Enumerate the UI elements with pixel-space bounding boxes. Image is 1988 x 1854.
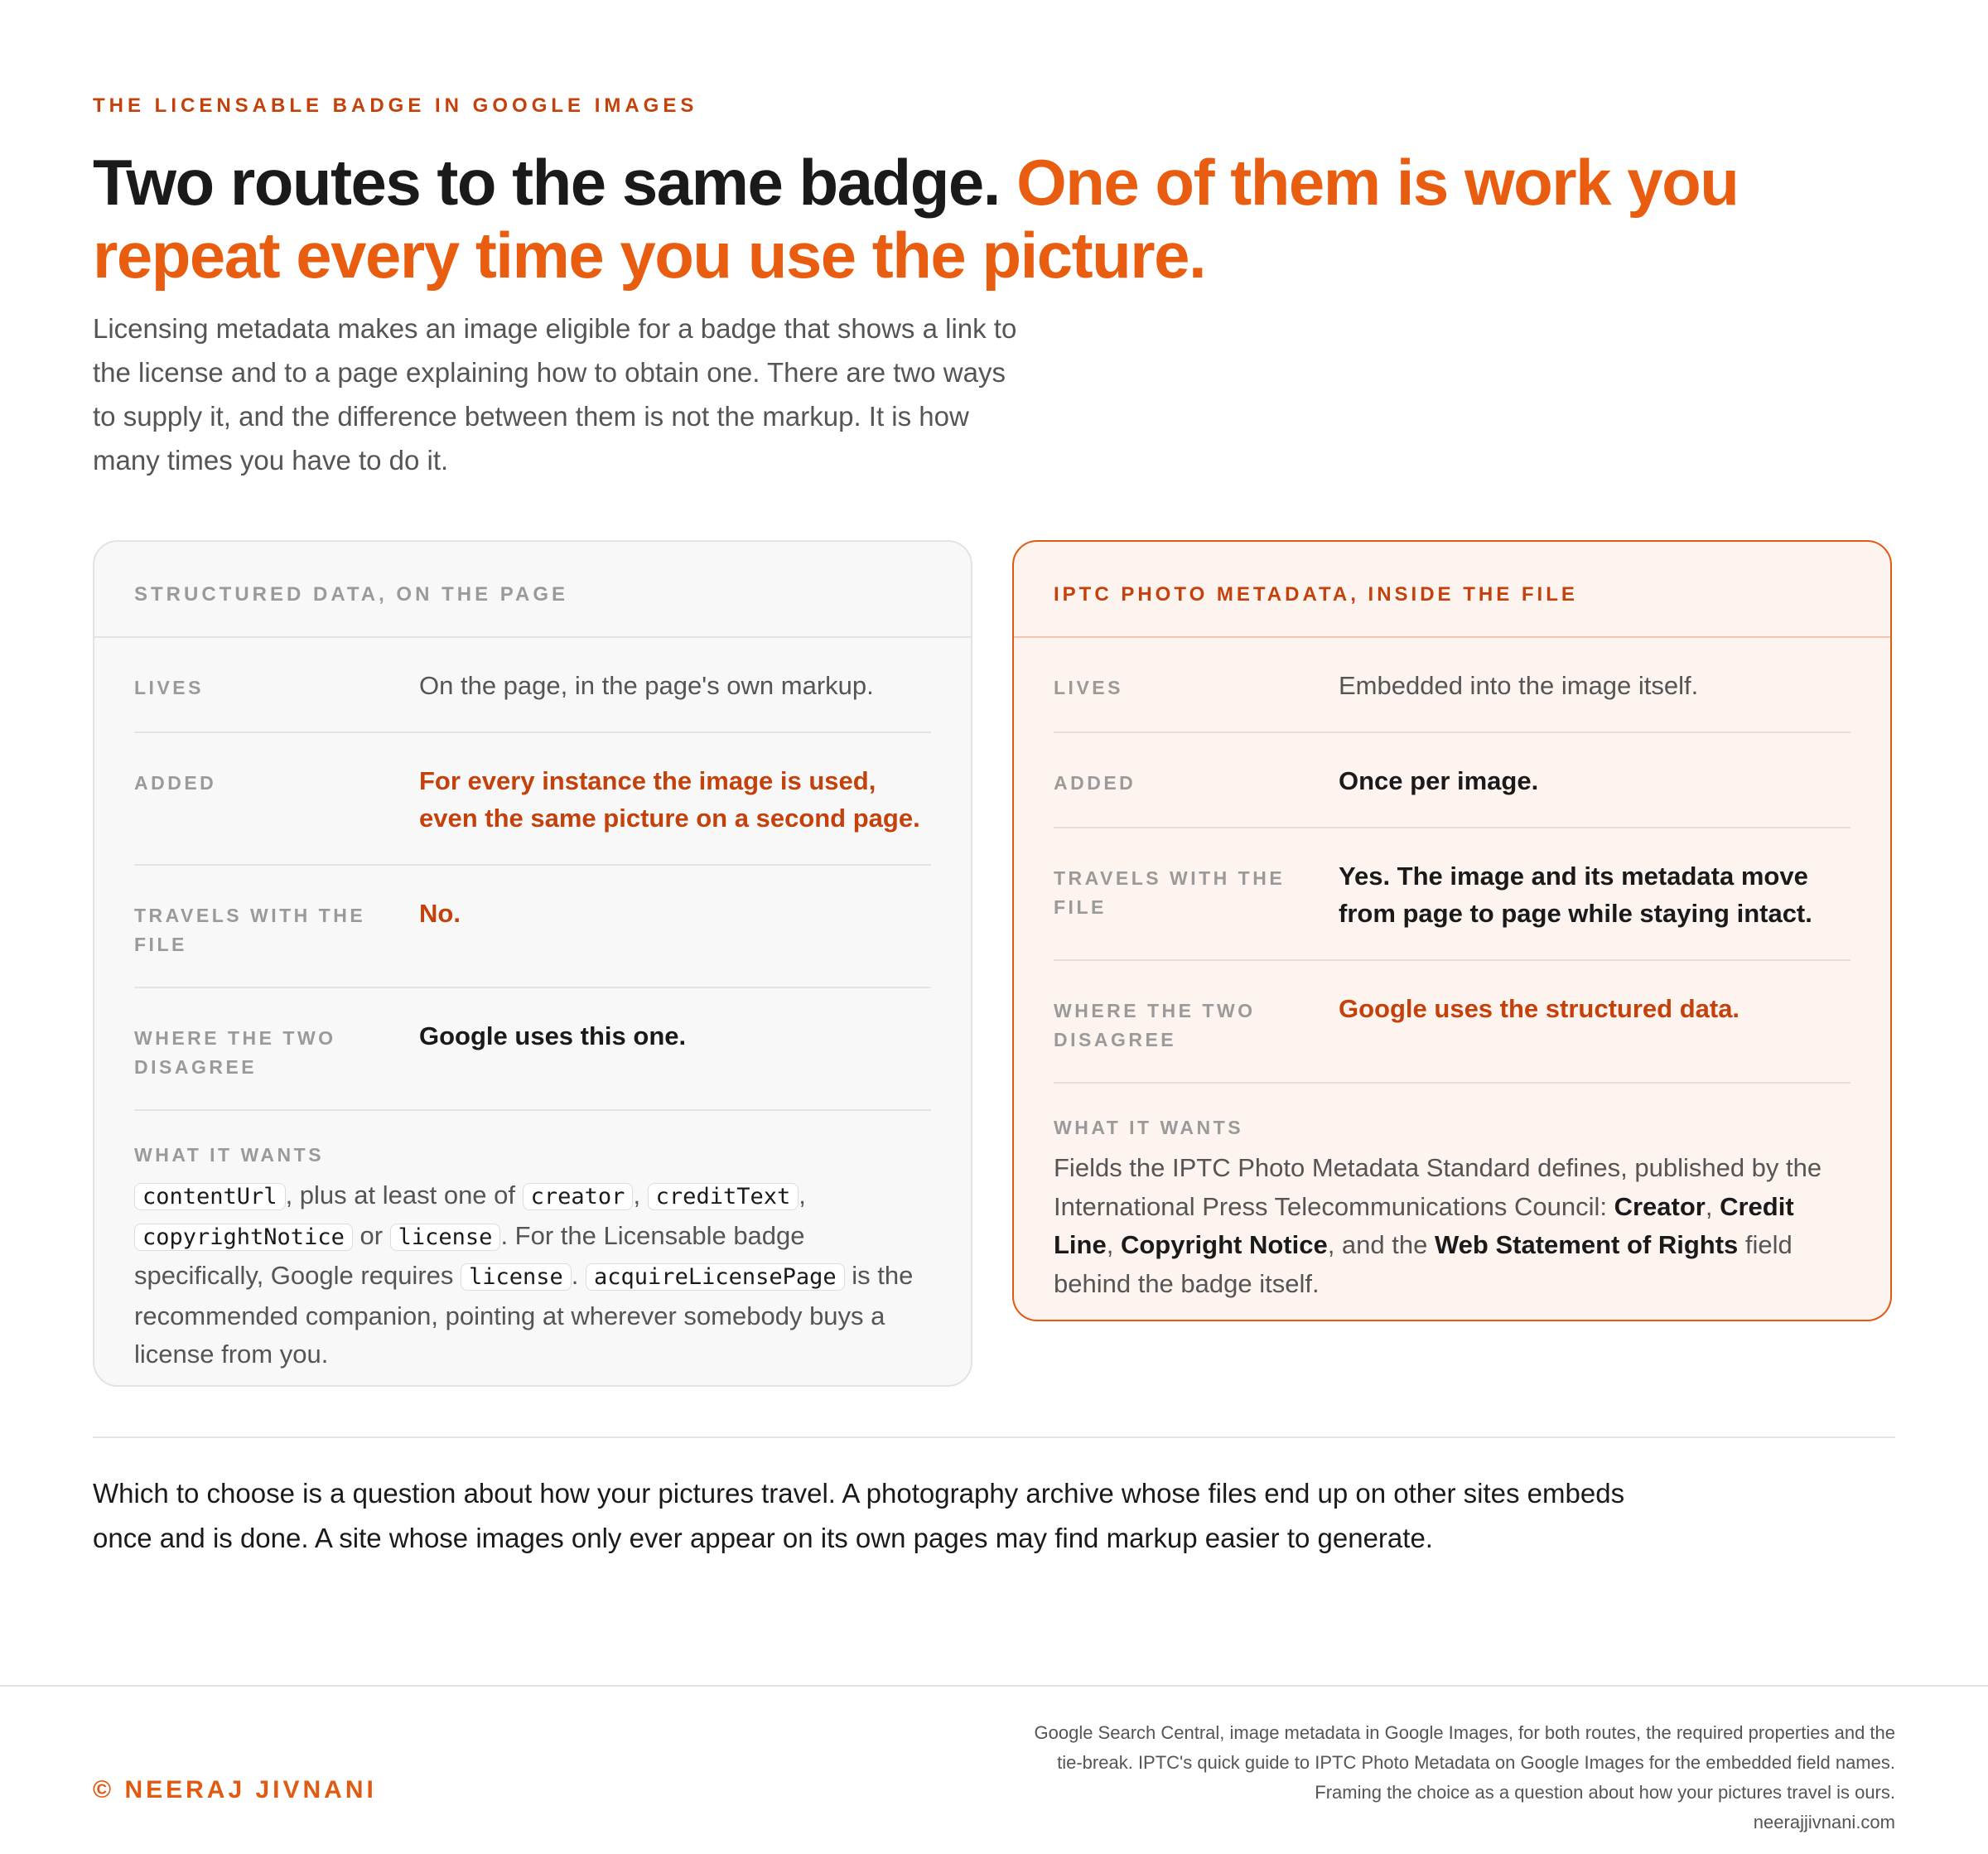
wants-text: Fields the IPTC Photo Metadata Standard defines, published by the International Press Telecommunications Council:: [1054, 1153, 1822, 1221]
row-label: ADDED: [134, 772, 217, 794]
structured-row-travels: [134, 866, 931, 988]
row-label: WHERE THE TWO DISAGREE: [1054, 1000, 1256, 1050]
structured-wants: [134, 1111, 931, 1374]
sources-note: [1034, 1718, 1895, 1837]
code-license: license: [390, 1224, 501, 1251]
field-credit-line: Credit Line: [1054, 1191, 1794, 1259]
structured-row-lives: [134, 638, 931, 733]
iptc-row-added: [1054, 733, 1850, 828]
sources-text: Google Search Central, image metadata in Google Images, for both routes, the required properties and the tie-break. IPTC's quick guide to IPTC Photo Metadata on Google Images for the embedded field names. Framing the choice as a question about how your pictures travel is ours.: [1034, 1722, 1895, 1803]
row-value: Google uses the structured data.: [1339, 994, 1740, 1023]
structured-row-added: [134, 733, 931, 866]
row-value: Once per image.: [1339, 766, 1539, 795]
iptc-row-disagree: [1054, 961, 1850, 1084]
row-label: WHERE THE TWO DISAGREE: [134, 1027, 336, 1078]
row-value: Embedded into the image itself.: [1339, 671, 1699, 700]
wants-label: WHAT IT WANTS: [134, 1144, 325, 1166]
iptc-wants: [1054, 1084, 1850, 1303]
structured-data-card-title: STRUCTURED DATA, ON THE PAGE: [94, 542, 971, 638]
code-creator: creator: [523, 1183, 634, 1210]
wants-text: ,: [1705, 1191, 1720, 1221]
iptc-metadata-card: [1012, 540, 1892, 1321]
code-acquire-license-page: acquireLicensePage: [586, 1263, 845, 1291]
structured-data-card: [93, 540, 972, 1387]
wants-text: is the recommended companion, pointing at wherever somebody buys a license from you.: [134, 1261, 914, 1369]
wants-text: , plus at least one of: [285, 1180, 523, 1209]
wants-text: ,: [633, 1180, 648, 1209]
wants-label: WHAT IT WANTS: [1054, 1117, 1244, 1138]
copyright: © NEERAJ JIVNANI: [93, 1776, 377, 1803]
field-web-statement: Web Statement of Rights: [1434, 1230, 1739, 1259]
field-creator: Creator: [1614, 1191, 1706, 1221]
iptc-metadata-card-title: IPTC PHOTO METADATA, INSIDE THE FILE: [1014, 542, 1890, 638]
wants-text: ,: [799, 1180, 806, 1209]
structured-row-disagree: [134, 988, 931, 1111]
code-license: license: [461, 1263, 572, 1291]
row-value: No.: [419, 899, 461, 928]
code-content-url: contentUrl: [134, 1183, 286, 1210]
row-value: Google uses this one.: [419, 1021, 687, 1050]
lede-paragraph: Licensing metadata makes an image eligible for a badge that shows a link to the license and to a page explaining how to obtain one. There are two ways to supply it, and the difference between them is not the markup. It is how many times you have to do it.: [93, 313, 1017, 476]
eyebrow: THE LICENSABLE BADGE IN GOOGLE IMAGES: [93, 94, 698, 117]
headline-accent: One of them is work you repeat every time you use the picture.: [93, 146, 1739, 292]
footer-divider: [0, 1685, 1988, 1687]
iptc-row-lives: [1054, 638, 1850, 733]
field-copyright-notice: Copyright Notice: [1120, 1230, 1328, 1259]
headline-lead: Two routes to the same badge.: [93, 146, 1000, 219]
row-label: TRAVELS WITH THE FILE: [134, 905, 366, 955]
wants-text: or: [352, 1220, 390, 1250]
code-credit-text: creditText: [648, 1183, 799, 1210]
wants-text: field behind the badge itself.: [1054, 1230, 1793, 1298]
section-divider: [93, 1436, 1895, 1438]
iptc-row-travels: [1054, 828, 1850, 961]
wants-text: .: [571, 1261, 586, 1290]
wants-text: ,: [1106, 1230, 1121, 1259]
row-value: For every instance the image is used, even the same picture on a second page.: [419, 766, 920, 833]
closing-paragraph: Which to choose is a question about how your pictures travel. A photography archive whose files end up on other sites embeds once and is done. A site whose images only ever appear on its own pages may find markup easier to generate.: [93, 1478, 1625, 1553]
wants-text: . For the Licensable badge specifically, Google requires: [134, 1220, 805, 1290]
row-value: Yes. The image and its metadata move from page to page while staying intact.: [1339, 862, 1812, 928]
page-title: [93, 146, 1915, 292]
row-label: LIVES: [1054, 677, 1123, 698]
row-label: TRAVELS WITH THE FILE: [1054, 867, 1286, 918]
row-label: ADDED: [1054, 772, 1136, 794]
site-link[interactable]: neerajjivnani.com: [1753, 1812, 1895, 1832]
wants-body: [1054, 1149, 1850, 1303]
code-copyright-notice: copyrightNotice: [134, 1224, 353, 1251]
wants-text: , and the: [1327, 1230, 1435, 1259]
row-value: On the page, in the page's own markup.: [419, 671, 874, 700]
wants-body: [134, 1176, 931, 1374]
row-label: LIVES: [134, 677, 204, 698]
